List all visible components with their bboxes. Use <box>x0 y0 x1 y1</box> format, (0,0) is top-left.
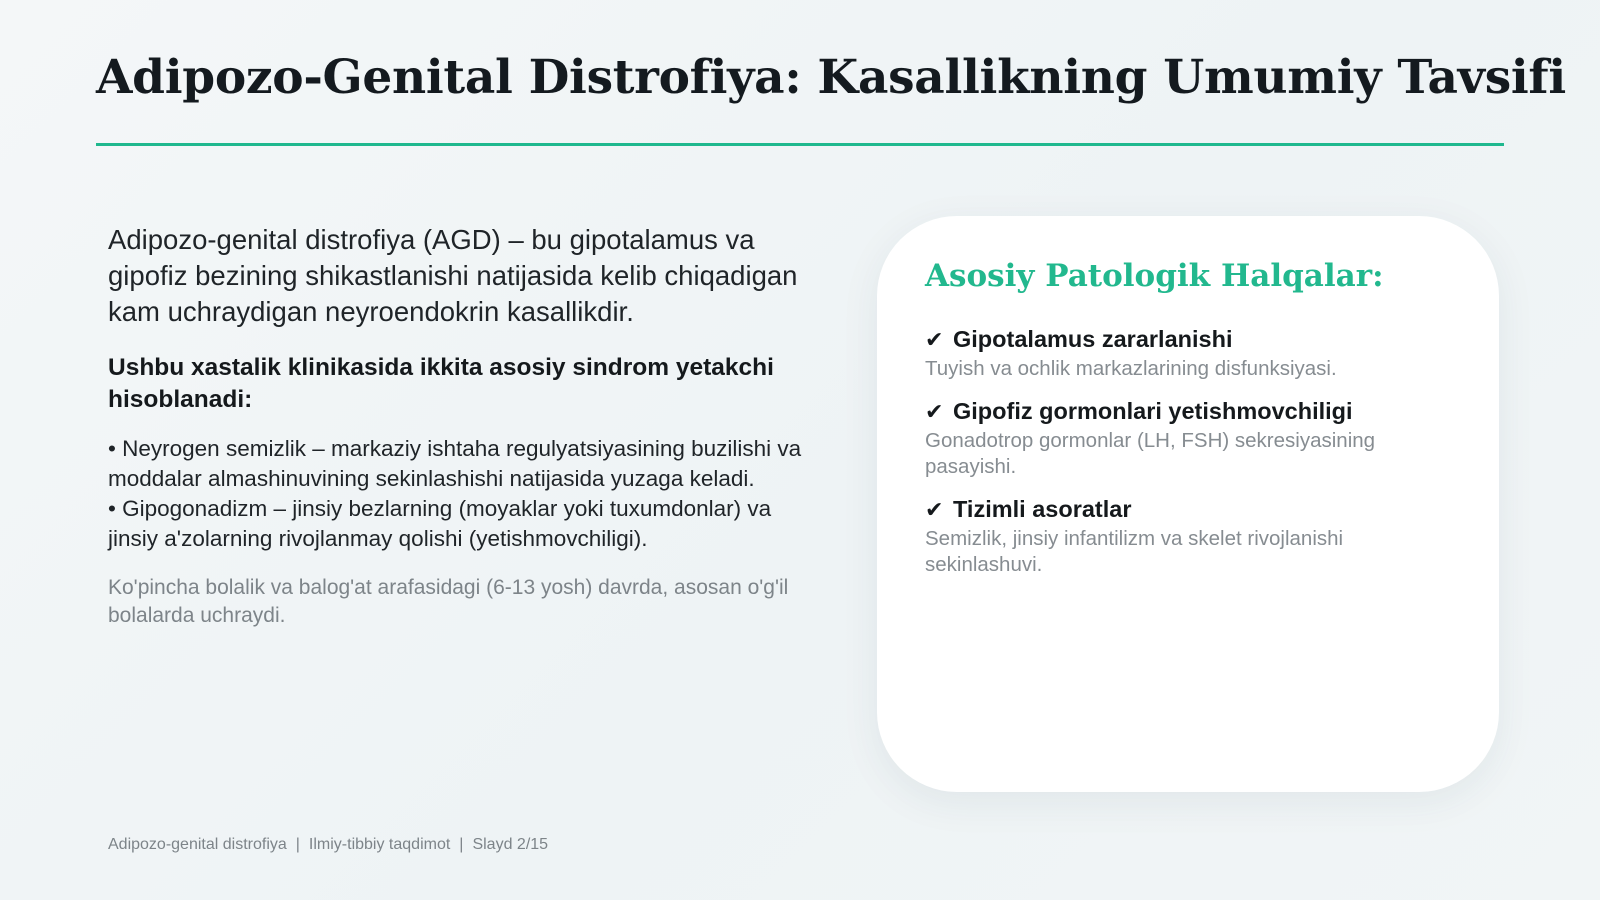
point-heading: Tizimli asoratlar <box>953 496 1132 522</box>
point-description: Tuyish va ochlik markazlarining disfunksiyasi. <box>925 357 1337 380</box>
check-icon: ✔ <box>925 400 944 425</box>
slide-number: Slayd 2/15 <box>472 836 549 853</box>
point-description: Gonadotrop gormonlar (LH, FSH) sekresiyasining pasayishi. <box>925 429 1376 478</box>
pathology-card <box>877 216 1499 792</box>
syndromes-subheading: Ushbu xastalik klinikasida ikkita asosiy sindrom yetakchi hisoblanadi: <box>108 354 774 413</box>
list-item: • Gipogonadizm – jinsiy bezlarning (moyaklar yoki tuxumdonlar) va jinsiy a'zolarning rivojlanmay qolishi (yetishmovchiligi). <box>108 496 772 551</box>
card-title: Asosiy Patologik Halqalar: <box>925 258 1384 294</box>
epidemiology-note: Ko'pincha bolalik va balog'at arafasidagi (6-13 yosh) davrda, asosan o'g'il bolalarda uchraydi. <box>108 576 789 627</box>
pathology-point <box>925 324 1465 382</box>
footer-topic: Adipozo-genital distrofiya <box>108 836 287 853</box>
pathology-point <box>925 494 1465 578</box>
footer-separator: | <box>295 836 300 853</box>
syndromes-list <box>108 434 808 554</box>
footer-type: Ilmiy-tibbiy taqdimot <box>308 836 451 853</box>
title-divider <box>96 143 1504 146</box>
list-item: • Neyrogen semizlik – markaziy ishtaha regulyatsiyasining buzilishi va moddalar almashinuvining sekinlashishi natijasida yuzaga keladi. <box>108 436 802 491</box>
slide-title: Adipozo-Genital Distrofiya: Kasallikning Umumiy Tavsifi <box>96 50 1566 105</box>
point-heading: Gipofiz gormonlari yetishmovchiligi <box>953 398 1353 424</box>
footer-separator: | <box>459 836 464 853</box>
slide-footer <box>108 834 548 856</box>
check-icon: ✔ <box>925 328 944 353</box>
intro-paragraph: Adipozo-genital distrofiya (AGD) – bu gipotalamus va gipofiz bezining shikastlanishi natijasida kelib chiqadigan kam uchraydigan neyroendokrin kasallikdir. <box>108 224 798 327</box>
point-heading: Gipotalamus zararlanishi <box>953 326 1233 352</box>
pathology-point <box>925 396 1465 480</box>
pathology-points <box>925 324 1465 592</box>
point-description: Semizlik, jinsiy infantilizm va skelet rivojlanishi sekinlashuvi. <box>925 527 1344 576</box>
left-column <box>108 222 808 630</box>
check-icon: ✔ <box>925 498 944 523</box>
